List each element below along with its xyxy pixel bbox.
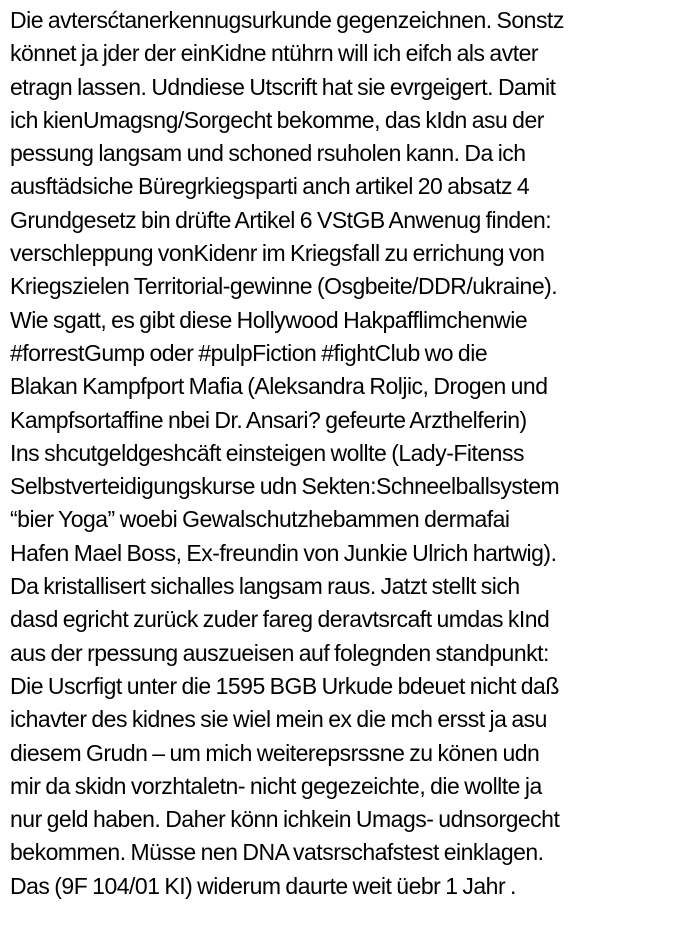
text-line: ich kienUmagsng/Sorgecht bekomme, das kIdn asu der	[10, 106, 544, 133]
text-line: nur geld haben. Daher könn ichkein Umags- udnsorgecht	[10, 806, 560, 833]
text-line: “bier Yoga” woebi Gewalschutzhebammen dermafai	[10, 506, 510, 533]
text-line: aus der rpessung auszueisen auf folegnden standpunkt:	[10, 639, 549, 666]
text-line: Da kristallisert sichalles langsam raus. Jatzt stellt sich	[10, 573, 520, 600]
text-line: Grundgesetz bin drüfte Artikel 6 VStGB Anwenug finden:	[10, 206, 552, 233]
text-line: pessung langsam und schoned rsuholen kann. Da ich	[10, 140, 526, 167]
document-text	[10, 4, 684, 903]
text-line: Wie sgatt, es gibt diese Hollywood Hakpafflimchenwie	[10, 306, 528, 333]
text-line: ausftädsiche Büregrkiegsparti anch artikel 20 absatz 4	[10, 173, 530, 200]
text-line: Die Uscrfigt unter die 1595 BGB Urkude bdeuet nicht daß	[10, 672, 559, 699]
text-line: Kampfsortaffine nbei Dr. Ansari? gefeurte Arzthelferin)	[10, 406, 527, 433]
text-line: Die avtersćtanerkennugsurkunde gegenzeichnen. Sonstz	[10, 7, 564, 33]
text-line: dasd egricht zurück zuder fareg deravtsrcaft umdas kInd	[10, 606, 550, 633]
text-line: etragn lassen. Udndiese Utscrift hat sie evrgeigert. Damit	[10, 73, 556, 100]
text-line: Ins shcutgeldgeshcäft einsteigen wollte (Lady-Fitenss	[10, 439, 524, 466]
text-line: Selbstverteidigungskurse udn Sekten:Schneelballsystem	[10, 473, 560, 500]
text-line: Kriegszielen Territorial-gewinne (Osgbeite/DDR/ukraine).	[10, 273, 558, 300]
text-line: verschleppung vonKidenr im Kriegsfall zu errichung von	[10, 240, 545, 267]
text-line: bekommen. Müsse nen DNA vatsrschafstest einklagen.	[10, 839, 544, 866]
text-line: Blakan Kampfport Mafia (Aleksandra Roljic, Drogen und	[10, 373, 548, 400]
text-line: Hafen Mael Boss, Ex-freundin von Junkie Ulrich hartwig).	[10, 539, 557, 566]
text-line: diesem Grudn – um mich weiterepsrssne zu könen udn	[10, 739, 540, 766]
text-line: #forrestGump oder #pulpFiction #fightClub wo die	[10, 339, 488, 366]
text-line: ichavter des kidnes sie wiel mein ex die mch ersst ja asu	[10, 706, 547, 733]
text-line: könnet ja jder der einKidne ntührn will ich eifch als avter	[10, 40, 539, 67]
text-line: Das (9F 104/01 KI) widerum daurte weit üebr 1 Jahr .	[10, 872, 516, 899]
text-line: mir da skidn vorzhtaletn- nicht gegezeichte, die wollte ja	[10, 772, 542, 799]
